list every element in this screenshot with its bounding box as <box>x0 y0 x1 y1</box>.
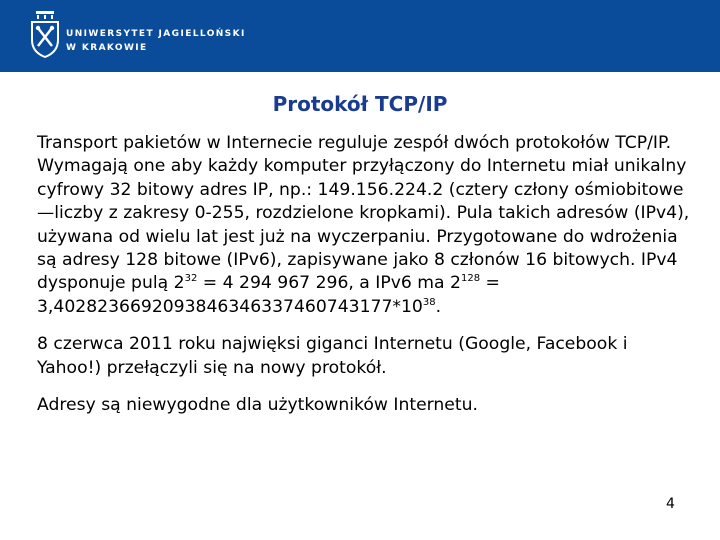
p1-superscript-128: 128 <box>460 273 481 285</box>
p1-text-c: = 3,40282366920938463463374607431​77*10 <box>37 273 500 317</box>
p1-text-a: Transport pakietów w Internecie reguluje zespół dwóch protokołów TCP/IP. Wymagają one aby każdy komputer przyłączony do Internetu miał unikalny cyfrowy 32 bitowy adres IP, np.: 149.156.224.2 (cztery człony ośmiobitowe —liczby z zakresy 0-255, rozdzielone kropkami). Pula takich adresów (IPv4), używana od wielu lat jest już na wyczerpaniu. Przygotowane do wdrożenia są adresy 128 bitowe (IPv6), zapisywane jako 8 członów 16 bitowych. IPv4 dysponuje pulą 2 <box>37 133 690 294</box>
p1-text-d: . <box>435 296 442 317</box>
university-crest-icon <box>30 10 60 58</box>
university-name <box>66 27 246 55</box>
page-number: 4 <box>666 496 675 512</box>
paragraph-addresses: Adresy są niewygodne dla użytkowników Internetu. <box>37 395 478 416</box>
brand-line-1: UNIWERSYTET JAGIELLOŃSKI <box>66 29 246 39</box>
slide-content <box>37 132 697 431</box>
p1-superscript-32: 32 <box>184 273 198 285</box>
p1-text-b: = 4 294 967 296, a IPv6 ma 2 <box>197 273 461 294</box>
header-bar <box>0 0 720 72</box>
slide-title: Protokół TCP/IP <box>272 92 448 116</box>
paragraph-ipv6-switch: 8 czerwca 2011 roku najwięksi giganci Internetu (Google, Facebook i Yahoo!) przełączyli się na nowy protokół. <box>37 334 628 378</box>
p1-superscript-38: 38 <box>422 296 436 308</box>
paragraph-tcp-ip <box>37 132 697 319</box>
brand-line-2: W KRAKOWIE <box>66 43 148 53</box>
